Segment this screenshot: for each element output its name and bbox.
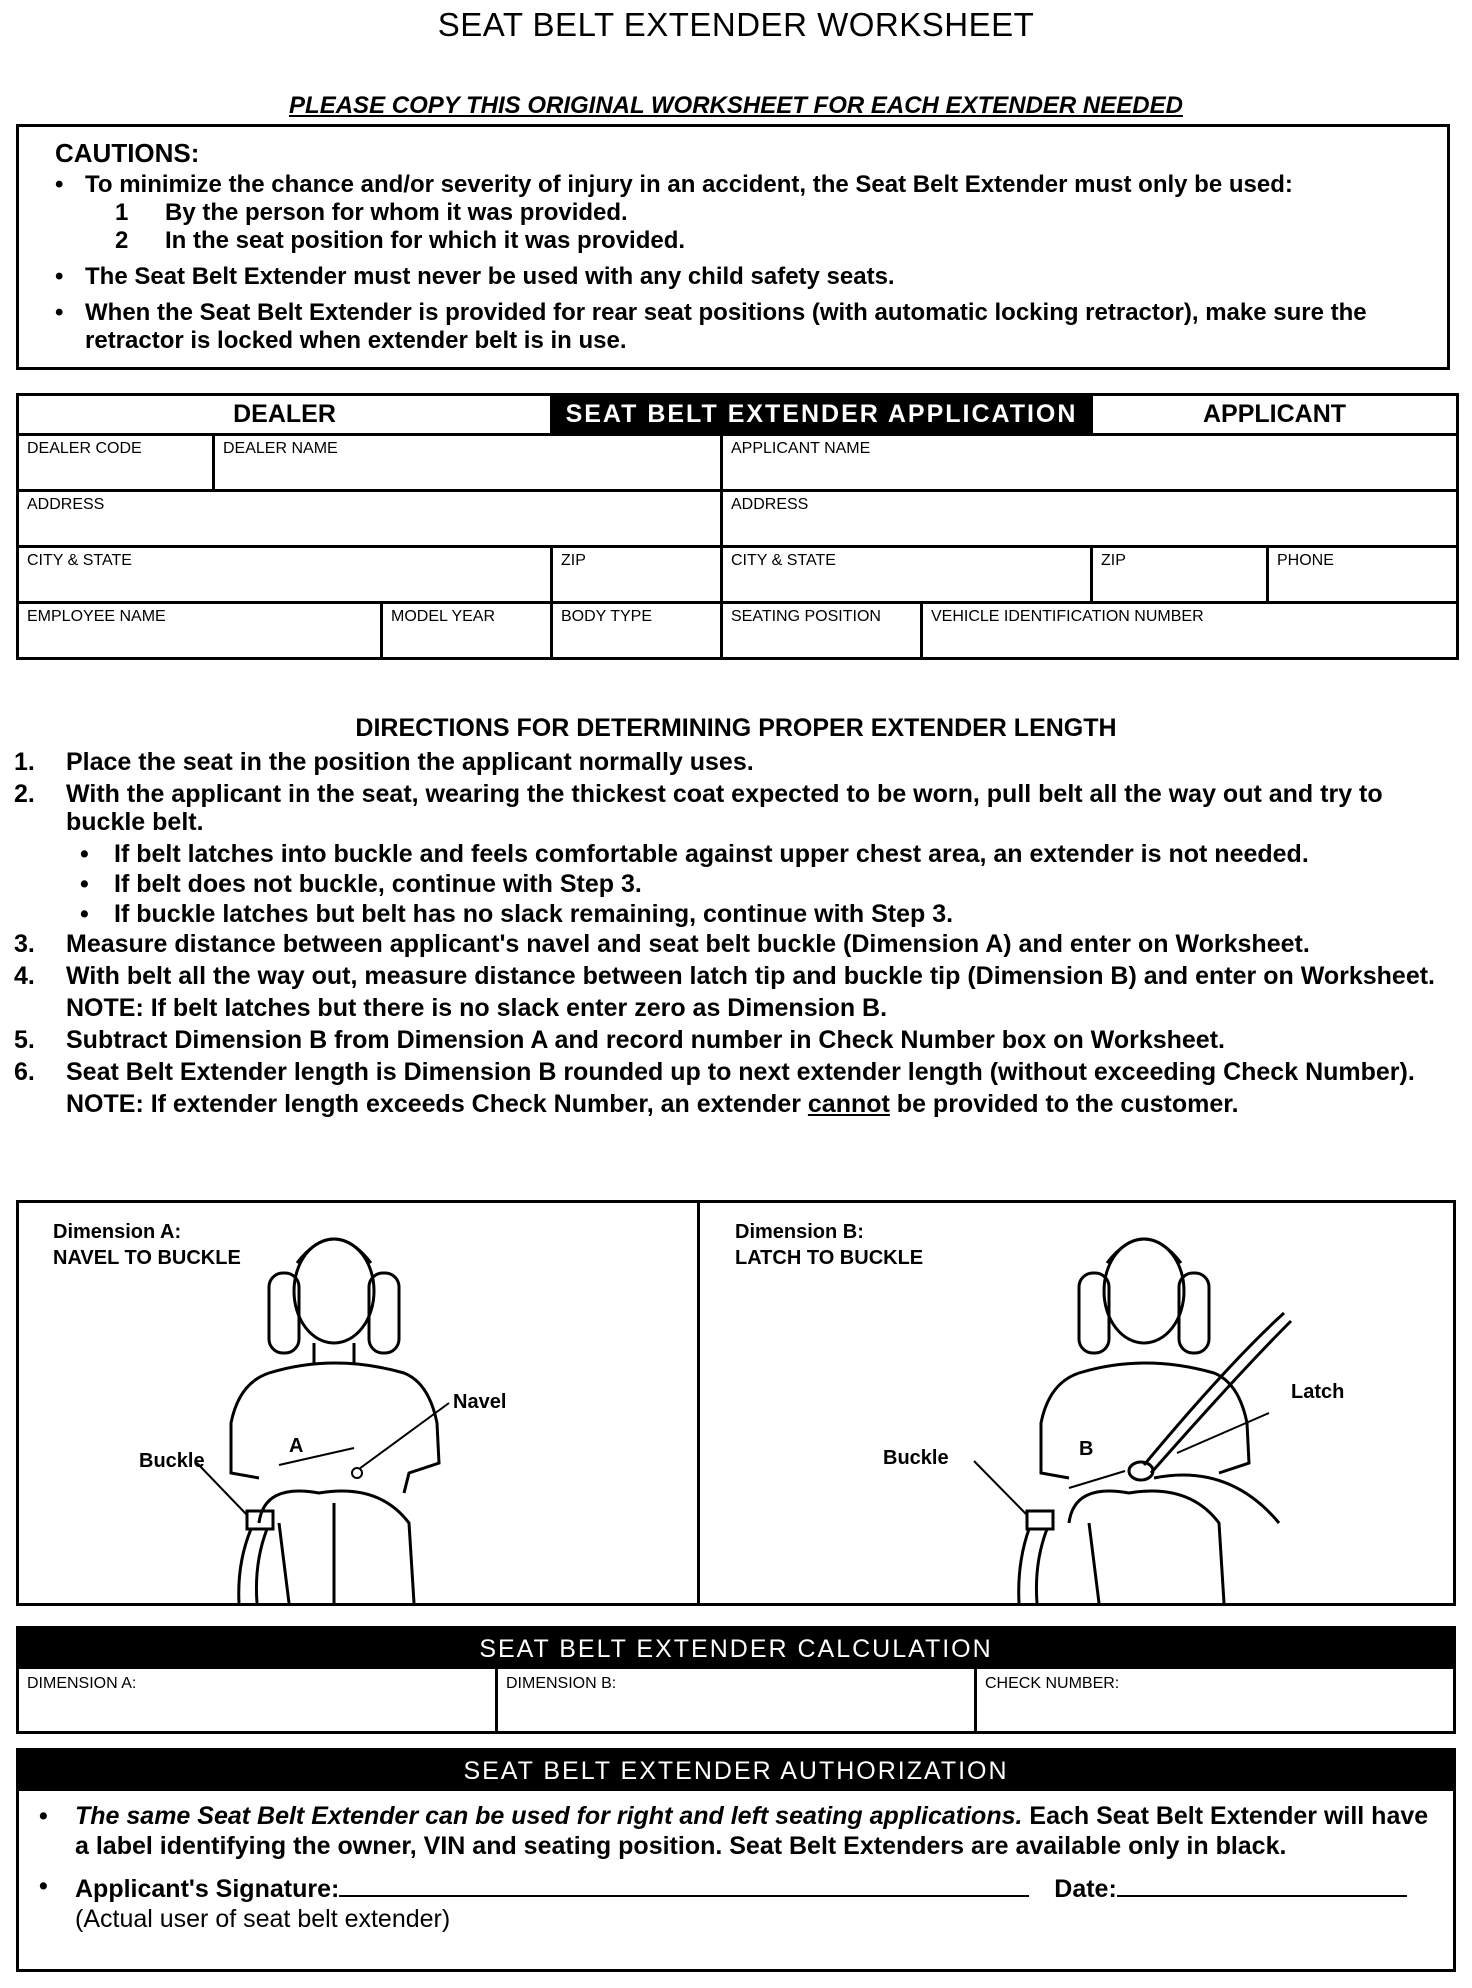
body-type-field[interactable]: BODY TYPE bbox=[552, 603, 722, 659]
check-number-field[interactable]: CHECK NUMBER: bbox=[985, 1675, 1120, 1692]
dimension-b-field[interactable]: DIMENSION B: bbox=[498, 1669, 977, 1731]
navel-callout: Navel bbox=[453, 1391, 507, 1413]
cautions-box bbox=[16, 124, 1450, 370]
panel-divider bbox=[697, 1203, 700, 1603]
employee-name-field[interactable]: EMPLOYEE NAME bbox=[18, 603, 382, 659]
dimension-b-marker: B bbox=[1079, 1438, 1094, 1460]
date-field[interactable] bbox=[1117, 1871, 1407, 1897]
dimension-a-marker: A bbox=[289, 1435, 304, 1457]
caution-item: • The Seat Belt Extender must never be used with any child safety seats. bbox=[55, 263, 1419, 291]
buckle-callout: Buckle bbox=[883, 1447, 949, 1469]
seating-position-field[interactable]: SEATING POSITION bbox=[722, 603, 922, 659]
page-title: SEAT BELT EXTENDER WORKSHEET bbox=[437, 6, 1035, 43]
calculation-header: SEAT BELT EXTENDER CALCULATION bbox=[19, 1629, 1453, 1669]
applicant-header: APPLICANT bbox=[1092, 395, 1458, 435]
dimension-a-field[interactable]: DIMENSION A: bbox=[19, 1669, 498, 1731]
applicant-name-field[interactable]: APPLICANT NAME bbox=[722, 435, 1458, 491]
signature-field[interactable] bbox=[339, 1871, 1029, 1897]
applicant-city-state-field[interactable]: CITY & STATE bbox=[722, 547, 1092, 603]
caution-subitem: 1 By the person for whom it was provided. bbox=[115, 199, 628, 226]
illustrations-panel bbox=[16, 1200, 1456, 1606]
directions-list bbox=[14, 748, 1464, 1122]
directions-heading: DIRECTIONS FOR DETERMINING PROPER EXTENDER LENGTH bbox=[355, 714, 1117, 742]
caution-item: • When the Seat Belt Extender is provided for rear seat positions (with automatic locking retractor), make sure the retractor is locked when extender belt is in use. bbox=[55, 299, 1419, 355]
authorization-note: • The same Seat Belt Extender can be used for right and left seating applications. Each Seat Belt Extender will have a label identifying the owner, VIN and seating position. Seat Belt Extenders are available only in black. bbox=[39, 1801, 1429, 1861]
phone-field[interactable]: PHONE bbox=[1268, 547, 1458, 603]
direction-step: 1. Place the seat in the position the applicant normally uses. bbox=[14, 748, 754, 776]
direction-step: 2. With the applicant in the seat, wearing the thickest coat expected to be worn, pull belt all the way out and try to buckle belt. bbox=[14, 780, 1383, 836]
authorization-box bbox=[16, 1748, 1456, 1972]
direction-step: 4. With belt all the way out, measure distance between latch tip and buckle tip (Dimension B) and enter on Worksheet. bbox=[14, 962, 1435, 990]
direction-note: NOTE: If belt latches but there is no slack enter zero as Dimension B. bbox=[66, 994, 888, 1022]
caution-item: • To minimize the chance and/or severity of injury in an accident, the Seat Belt Extender must only be used: 1 By the person for whom it was provided. 2 In the seat position for which it was provided. bbox=[55, 171, 1419, 255]
dimension-b-illustration bbox=[929, 1203, 1349, 1603]
cautions-heading: CAUTIONS: bbox=[55, 138, 200, 168]
authorization-header: SEAT BELT EXTENDER AUTHORIZATION bbox=[19, 1751, 1453, 1791]
dimension-a-label: Dimension A: NAVEL TO BUCKLE bbox=[53, 1221, 241, 1269]
dealer-header: DEALER bbox=[18, 395, 552, 435]
dealer-address-field[interactable]: ADDRESS bbox=[18, 491, 722, 547]
latch-callout: Latch bbox=[1291, 1381, 1345, 1403]
direction-note: NOTE: If extender length exceeds Check Number, an extender cannot be provided to the customer. bbox=[66, 1090, 1239, 1118]
signature-note: (Actual user of seat belt extender) bbox=[75, 1905, 451, 1933]
signature-row: • Applicant's Signature: Date: bbox=[39, 1871, 1429, 1904]
dealer-code-field[interactable]: DEALER CODE bbox=[18, 435, 214, 491]
direction-bullet: • If belt latches into buckle and feels comfortable against upper chest area, an extender is not needed. bbox=[14, 840, 1464, 868]
dealer-city-state-field[interactable]: CITY & STATE bbox=[18, 547, 552, 603]
model-year-field[interactable]: MODEL YEAR bbox=[382, 603, 552, 659]
vin-field[interactable]: VEHICLE IDENTIFICATION NUMBER bbox=[922, 603, 1458, 659]
copy-note: PLEASE COPY THIS ORIGINAL WORKSHEET FOR EACH EXTENDER NEEDED bbox=[289, 92, 1183, 119]
applicant-zip-field[interactable]: ZIP bbox=[1092, 547, 1268, 603]
direction-step: 3. Measure distance between applicant's navel and seat belt buckle (Dimension A) and enter on Worksheet. bbox=[14, 930, 1310, 958]
direction-step: 6. Seat Belt Extender length is Dimension B rounded up to next extender length (without exceeding Check Number). bbox=[14, 1058, 1415, 1086]
application-form bbox=[16, 393, 1459, 660]
dimension-b-label: Dimension B: LATCH TO BUCKLE bbox=[735, 1221, 924, 1269]
direction-bullet: • If belt does not buckle, continue with Step 3. bbox=[14, 870, 1464, 898]
buckle-callout: Buckle bbox=[139, 1450, 205, 1472]
calculation-box bbox=[16, 1626, 1456, 1734]
applicant-address-field[interactable]: ADDRESS bbox=[722, 491, 1458, 547]
dealer-name-field[interactable]: DEALER NAME bbox=[214, 435, 722, 491]
caution-subitem: 2 In the seat position for which it was provided. bbox=[115, 227, 686, 254]
direction-bullet: • If buckle latches but belt has no slack remaining, continue with Step 3. bbox=[14, 900, 1464, 928]
direction-step: 5. Subtract Dimension B from Dimension A and record number in Check Number box on Worksheet. bbox=[14, 1026, 1225, 1054]
application-header: SEAT BELT EXTENDER APPLICATION bbox=[552, 395, 1092, 435]
dealer-zip-field[interactable]: ZIP bbox=[552, 547, 722, 603]
